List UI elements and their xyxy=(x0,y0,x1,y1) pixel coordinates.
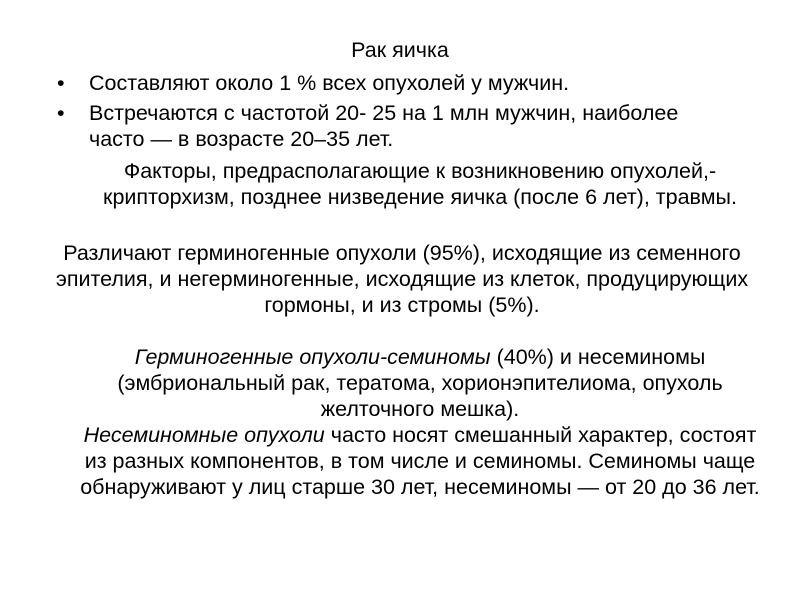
germinogenic-text: (40%) и несеминомы (эмбриональный рак, тератома, хорионэпителиома, опухоль желточного мешка). xyxy=(117,345,723,421)
bullet-list xyxy=(46,70,736,156)
bullet-item xyxy=(46,70,736,96)
bullet-dot-icon: • xyxy=(57,71,65,95)
bullet-text: Встречаются с частотой 20- 25 на 1 млн мужчин, наиболее часто — в возрасте 20–35 лет. xyxy=(89,101,679,151)
nonseminoma-paragraph xyxy=(70,422,770,500)
risk-factors-paragraph: Факторы, предрасполагающие к возникновению опухолей,-крипторхизм, позднее низведение яичка (после 6 лет), травмы. xyxy=(103,159,737,209)
bullet-text: Составляют около 1 % всех опухолей у мужчин. xyxy=(89,71,570,95)
germinogenic-paragraph xyxy=(90,344,750,422)
tumor-classification-paragraph: Различают герминогенные опухоли (95%), исходящие из семенного эпителия, и негерминогенные, исходящие из клеток, продуцирующих гормоны, и из стромы (5%). xyxy=(55,241,749,317)
germinogenic-heading: Герминогенные опухоли-семиномы xyxy=(134,345,491,369)
nonseminoma-heading: Несеминомные опухоли xyxy=(83,423,325,447)
bullet-item xyxy=(46,100,736,152)
slide-title: Рак яичка xyxy=(351,38,449,62)
nonseminoma-text: часто носят смешанный характер, состоят из разных компонентов, в том числе и семиномы. Семиномы чаще обнаруживают у лиц старше 30 лет, несеминомы — от 20 до 36 лет. xyxy=(80,423,760,499)
bullet-dot-icon: • xyxy=(57,101,65,125)
